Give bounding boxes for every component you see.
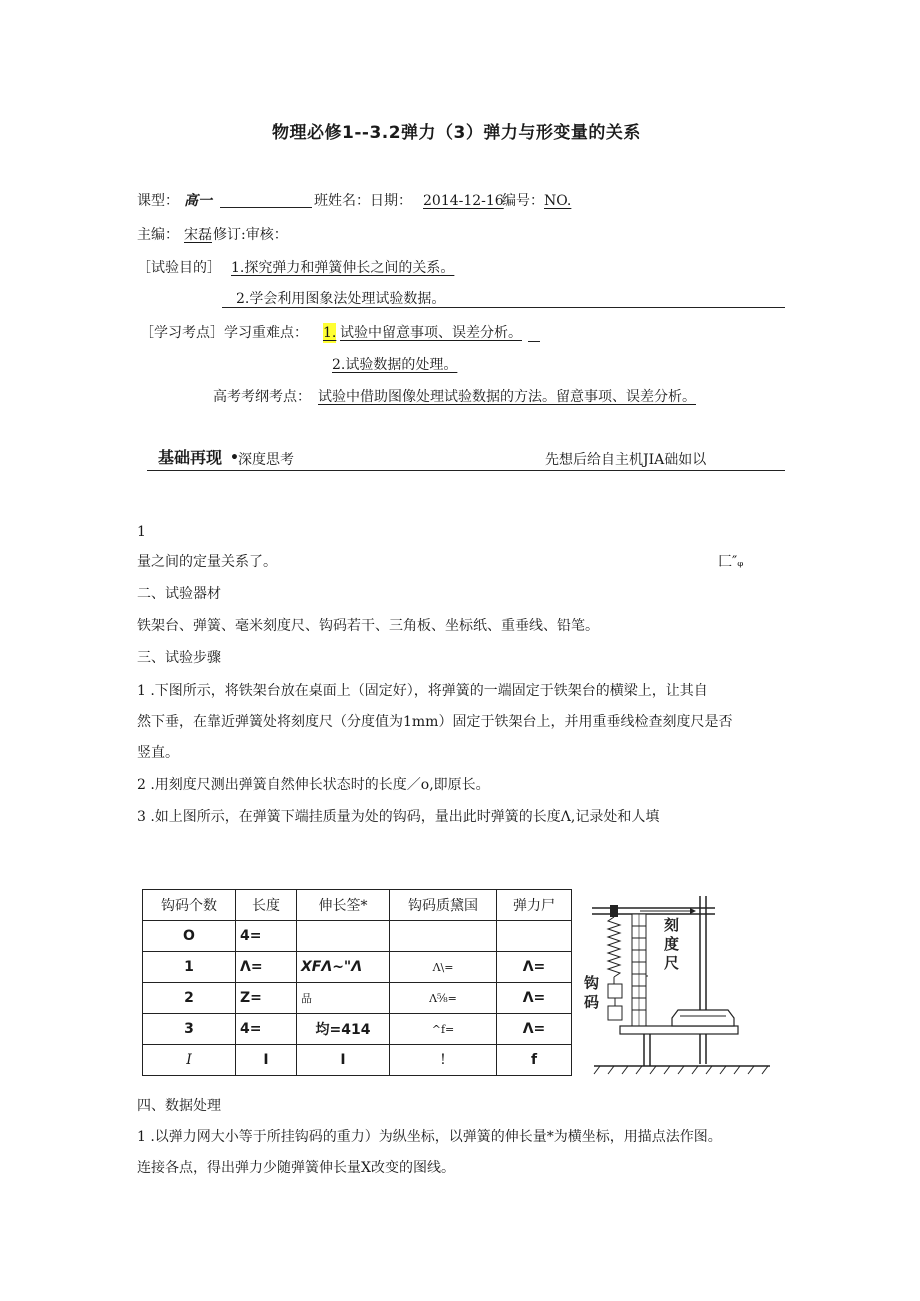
table-cell: XFΛ~"Λ (297, 952, 390, 983)
table-cell: Z= (236, 983, 297, 1014)
objectives-rule (222, 307, 785, 308)
table-cell: ^f= (390, 1014, 497, 1045)
banner-right-text: 先想后给自主机JIA础如以 (545, 452, 707, 468)
objectives-label: ［试验目的］ (137, 260, 221, 276)
table-header-cell: 长度 (236, 890, 297, 921)
table-header-cell: 伸长筌* (297, 890, 390, 921)
table-header-row (143, 890, 572, 921)
table-header-cell: 钩码个数 (143, 890, 236, 921)
table-cell: Λ\= (390, 952, 497, 983)
number-value: NO. (544, 193, 572, 209)
ruler-label: 度 (664, 935, 680, 953)
table-cell: Λ= (497, 952, 572, 983)
weight-label: 钩 (584, 974, 600, 992)
study-points-label: ［学习考点］学习重难点： (140, 325, 308, 341)
table-header-cell: 弹力尸 (497, 890, 572, 921)
table-cell: O (143, 921, 236, 952)
table-header-cell: 钩码质黛国 (390, 890, 497, 921)
ruler-label: 刻 (664, 916, 680, 934)
step-3: 3 .如上图所示，在弹簧下端挂质量为处的钩码，量出此时弹簧的长度Λ,记录处和人填 (137, 809, 660, 825)
exam-points-text: 试验中借助图像处理试验数据的方法。留意事项、误差分析。 (318, 389, 696, 405)
table-row (143, 983, 572, 1014)
stand-base (672, 1010, 734, 1026)
banner-dot: • (230, 450, 239, 466)
class-name-label: 班姓名：日期： (314, 193, 412, 209)
equipment-list: 铁架台、弹簧、毫米刻度尺、钩码若干、三角板、坐标纸、重垂线、铅笔。 (137, 618, 599, 634)
study-point-2: 2.试验数据的处理。 (332, 357, 458, 373)
ground-hatch (720, 1066, 726, 1074)
ground-hatch (678, 1066, 684, 1074)
banner-subtitle: 深度思考 (238, 452, 294, 468)
ground-hatch (594, 1066, 600, 1074)
step-1-line-c: 竖直。 (137, 745, 179, 761)
body-line-1: 1 (137, 524, 146, 540)
heading-steps: 三、试验步骤 (137, 650, 221, 666)
weight-block (608, 1006, 622, 1020)
ground-hatch (706, 1066, 712, 1074)
heading-data-processing: 四、数据处理 (137, 1098, 221, 1114)
date-value: 2014-12-16 (423, 193, 504, 209)
ground-hatch (664, 1066, 670, 1074)
table-cell: I (297, 1045, 390, 1076)
table-cell: 1 (143, 952, 236, 983)
data-step-1-line-b: 连接各点，得出弹力少随弹簧伸长量X改变的图线。 (137, 1160, 455, 1176)
table-row (143, 1014, 572, 1045)
table-cell: f (497, 1045, 572, 1076)
objectives-item-1: 1.探究弹力和弹簧伸长之间的关系。 (231, 260, 455, 276)
ground-hatch (762, 1066, 768, 1074)
study-point-1-number: 1. (323, 325, 337, 341)
table-row (143, 952, 572, 983)
body-line-2-mark: 匚″ᵩ (718, 554, 744, 570)
spring (608, 917, 620, 977)
table-cell: Λ= (497, 983, 572, 1014)
spring-clamp (610, 905, 618, 917)
arrow-head (690, 908, 696, 914)
ground-hatch (748, 1066, 754, 1074)
course-value: 高一 (184, 193, 212, 209)
study-point-1-rule (528, 341, 540, 342)
table-cell: 4= (236, 921, 297, 952)
ruler-label: 尺 (664, 954, 680, 972)
ground-hatch (692, 1066, 698, 1074)
step-1-line-b: 然下垂，在靠近弹簧处将刻度尺（分度值为1mm）固定于铁架台上，并用重垂线检查刻度尺是否 (137, 714, 733, 730)
objectives-item-2: 2.学会利用图象法处理试验数据。 (236, 291, 446, 307)
ground-hatch (650, 1066, 656, 1074)
step-2: 2 .用刻度尺测出弹簧自然伸长状态时的长度／o,即原长。 (137, 777, 490, 793)
table-row (143, 1045, 572, 1076)
table-cell (297, 921, 390, 952)
banner-title: 基础再现 (158, 448, 223, 467)
study-point-1-text: 试验中留意事项、误差分析。 (340, 325, 522, 341)
data-step-1-line-a: 1 .以弹力网大小等于所挂钩码的重力）为纵坐标，以弹簧的伸长量*为横坐标，用描点法作图。 (137, 1129, 722, 1145)
ground-hatch (608, 1066, 614, 1074)
table-cell: 2 (143, 983, 236, 1014)
class-blank-line (220, 207, 312, 208)
page-title: 物理必修1--3.2弹力（3）弹力与形变量的关系 (272, 123, 641, 143)
weight-block (608, 984, 622, 998)
table-cell: I (236, 1045, 297, 1076)
table-cell: Λ= (236, 952, 297, 983)
table-cell: 4= (236, 1014, 297, 1045)
ground-hatch (622, 1066, 628, 1074)
table-cell: 3 (143, 1014, 236, 1045)
weight-label: 码 (584, 993, 600, 1011)
body-line-2: 量之间的定量关系了。 (137, 554, 277, 570)
revise-review: 修订:审核： (213, 227, 288, 243)
ground-hatch (734, 1066, 740, 1074)
table-row (143, 921, 572, 952)
table-cell: Λ= (497, 1014, 572, 1045)
data-table (142, 889, 572, 1076)
table-cell (390, 921, 497, 952)
table-cell: ! (390, 1045, 497, 1076)
table-cell: 均=414 (297, 1014, 390, 1045)
table-cell: 品 (297, 983, 390, 1014)
editor-label: 主编： (137, 227, 179, 243)
editor-value: 宋磊 (184, 227, 212, 243)
table-cell: I (143, 1045, 236, 1076)
course-label: 课型： (137, 193, 179, 209)
exam-points-label: 高考考纲考点： (213, 389, 311, 405)
number-label: 编号： (502, 193, 544, 209)
banner-rule (147, 470, 785, 471)
step-1-line-a: 1 .下图所示，将铁架台放在桌面上（固定好），将弹簧的一端固定于铁架台的横梁上，让其自 (137, 683, 708, 699)
table-cell (497, 921, 572, 952)
heading-equipment: 二、试验器材 (137, 586, 221, 602)
table-cell: Λ⅝= (390, 983, 497, 1014)
table-top (620, 1026, 738, 1034)
ground-hatch (636, 1066, 642, 1074)
apparatus-diagram (580, 888, 780, 1080)
